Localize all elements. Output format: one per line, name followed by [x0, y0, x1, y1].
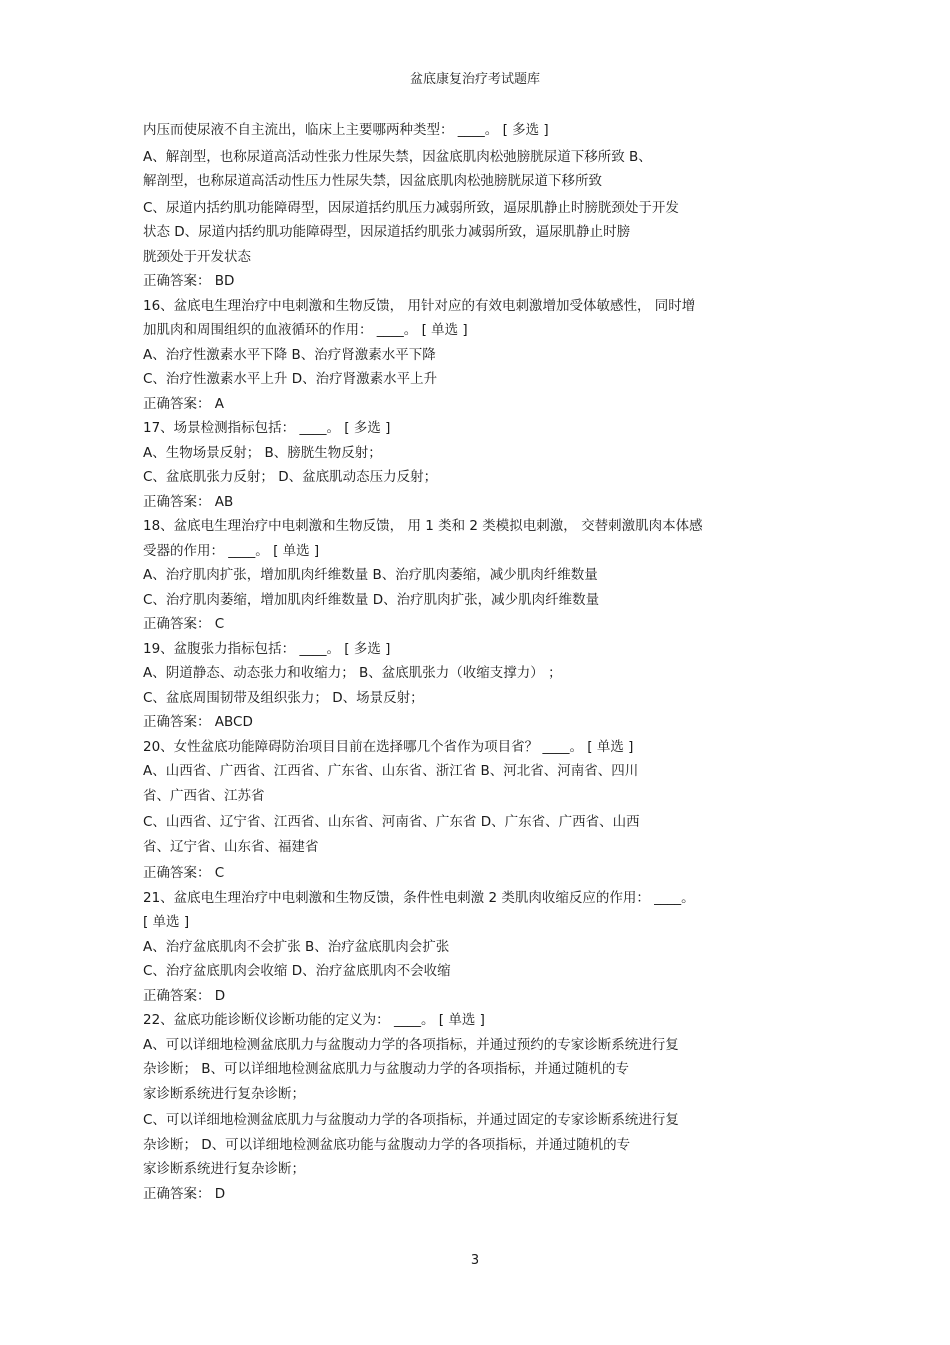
text-line: C、治疗肌肉萎缩，增加肌肉纤维数量 D、治疗肌肉扩张，减少肌肉纤维数量	[143, 591, 600, 608]
answer-line: 正确答案： ABCD	[143, 714, 253, 730]
answer-line: 正确答案： D	[143, 987, 226, 1004]
text-line: 省、广西省、江苏省	[143, 787, 265, 804]
answer-line: 正确答案： C	[143, 616, 225, 632]
answer-line: 正确答案： BD	[143, 273, 235, 289]
question-line: 17、场景检测指标包括： ____。 [ 多选 ]	[143, 420, 391, 436]
text-line: 状态 D、尿道内括约肌功能障碍型，因尿道括约肌张力减弱所致，逼尿肌静止时膀	[143, 224, 631, 240]
question-line: 16、盆底电生理治疗中电刺激和生物反馈， 用针对应的有效电刺激增加受体敏感性， 同时增	[143, 297, 696, 314]
text-line: C、可以详细地检测盆底肌力与盆腹动力学的各项指标，并通过固定的专家诊断系统进行复	[143, 1112, 679, 1128]
question-content	[143, 118, 813, 1206]
answer-line: 正确答案： A	[143, 395, 225, 412]
text-line: 受器的作用： ____。 [ 单选 ]	[143, 542, 320, 559]
text-line: A、阴道静态、动态张力和收缩力； B、盆底肌张力（收缩支撑力） ；	[143, 665, 562, 681]
text-line: A、可以详细地检测盆底肌力与盆腹动力学的各项指标，并通过预约的专家诊断系统进行复	[143, 1036, 679, 1053]
text-line: C、盆底周围韧带及组织张力； D、场景反射；	[143, 689, 424, 706]
text-line: A、治疗盆底肌肉不会扩张 B、治疗盆底肌肉会扩张	[143, 938, 450, 955]
text-line: 杂诊断； B、可以详细地检测盆底肌力与盆腹动力学的各项指标，并通过随机的专	[143, 1061, 630, 1077]
text-line: C、尿道内括约肌功能障碍型，因尿道括约肌压力减弱所致，逼尿肌静止时膀胱颈处于开发	[143, 199, 679, 216]
text-line: A、治疗肌肉扩张，增加肌肉纤维数量 B、治疗肌肉萎缩，减少肌肉纤维数量	[143, 567, 598, 583]
text-line: 解剖型，也称尿道高活动性压力性尿失禁，因盆底肌肉松弛膀胱尿道下移所致	[143, 173, 602, 189]
page-header: 盆底康复治疗考试题库	[409, 72, 540, 87]
text-line: 家诊断系统进行复杂诊断；	[143, 1161, 305, 1177]
text-line: 家诊断系统进行复杂诊断；	[143, 1085, 305, 1102]
question-line: 19、盆腹张力指标包括： ____。 [ 多选 ]	[143, 640, 391, 657]
answer-line: 正确答案： C	[143, 865, 225, 881]
page-number: 3	[470, 1253, 480, 1268]
text-line: A、山西省、广西省、江西省、广东省、山东省、浙江省 B、河北省、河南省、四川	[143, 763, 639, 779]
text-line: 内压而使尿液不自主流出，临床上主要哪两种类型： ____。 [ 多选 ]	[143, 122, 549, 138]
text-line: C、山西省、辽宁省、江西省、山东省、河南省、广东省 D、广东省、广西省、山西	[143, 814, 640, 830]
text-line: A、解剖型，也称尿道高活动性张力性尿失禁，因盆底肌肉松弛膀胱尿道下移所致 B、	[143, 148, 652, 165]
text-line: [ 单选 ]	[143, 914, 190, 930]
text-line: A、治疗性激素水平下降 B、治疗肾激素水平下降	[143, 346, 436, 363]
text-line: C、治疗盆底肌肉会收缩 D、治疗盆底肌肉不会收缩	[143, 963, 451, 979]
text-line: 杂诊断； D、可以详细地检测盆底功能与盆腹动力学的各项指标，并通过随机的专	[143, 1136, 631, 1153]
question-line: 20、女性盆底功能障碍防治项目目前在选择哪几个省作为项目省？ ____。 [ 单选 ]	[143, 738, 634, 755]
question-line: 22、盆底功能诊断仪诊断功能的定义为： ____。 [ 单选 ]	[143, 1012, 485, 1028]
question-line: 18、盆底电生理治疗中电刺激和生物反馈， 用 1 类和 2 类模拟电刺激， 交替刺激肌肉本体感	[143, 518, 703, 534]
text-line: C、盆底肌张力反射； D、盆底肌动态压力反射；	[143, 469, 438, 485]
answer-line: 正确答案： AB	[143, 493, 234, 510]
answer-line: 正确答案： D	[143, 1185, 226, 1202]
text-line: A、生物场景反射； B、膀胱生物反射；	[143, 444, 382, 461]
text-line: C、治疗性激素水平上升 D、治疗肾激素水平上升	[143, 371, 438, 387]
question-line: 21、盆底电生理治疗中电刺激和生物反馈，条件性电刺激 2 类肌肉收缩反应的作用： ____。	[143, 889, 695, 906]
text-line: 加肌肉和周围组织的血液循环的作用： ____。 [ 单选 ]	[143, 322, 468, 338]
text-line: 省、辽宁省、山东省、福建省	[143, 838, 319, 855]
text-line: 胱颈处于开发状态	[143, 248, 251, 265]
